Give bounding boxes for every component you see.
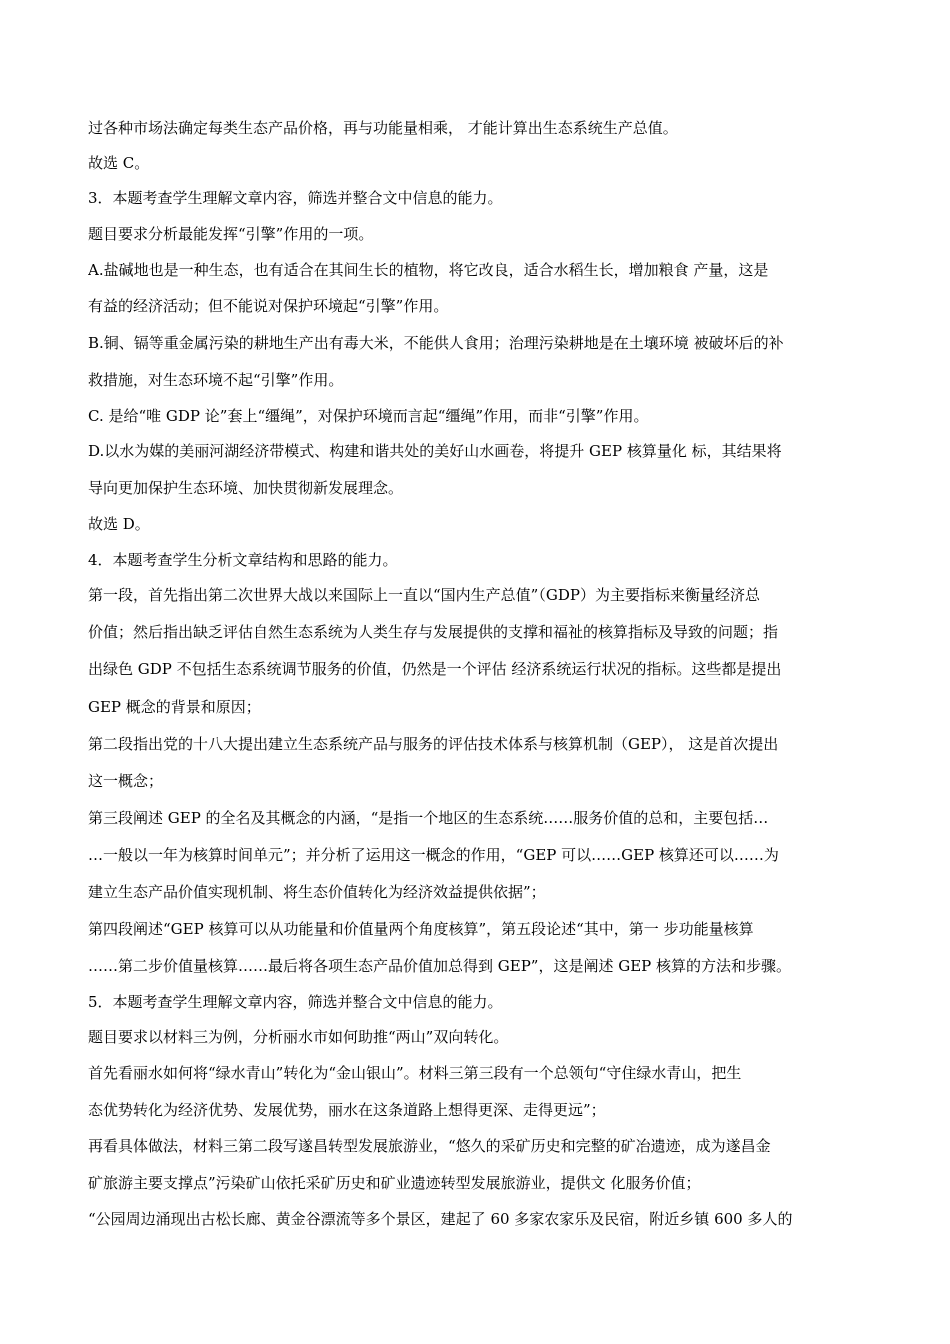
text-line: 出绿色 GDP 不包括生态系统调节服务的价值，仍然是一个评估 经济系统运行状况的指标。这些都是提出	[88, 660, 782, 678]
text-line: ……第二步价值量核算……最后将各项生态产品价值加总得到 GEP”，这是阐述 GEP 核算的方法和步骤。	[88, 957, 792, 975]
text-line: 导向更加保护生态环境、加快贯彻新发展理念。	[88, 479, 404, 497]
text-line: C. 是给“唯 GDP 论”套上“缰绳”，对保护环境而言起“缰绳”作用，而非“引擎”作用。	[88, 407, 649, 425]
text-line: A.盐碱地也是一种生态，也有适合在其间生长的植物，将它改良，适合水稻生长，增加粮食 产量，这是	[88, 261, 769, 279]
text-line: 救措施，对生态环境不起“引擎”作用。	[88, 371, 344, 389]
text-line: 建立生态产品价值实现机制、将生态价值转化为经济效益提供依据”；	[88, 883, 546, 901]
text-line: 题目要求以材料三为例，分析丽水市如何助推“两山”双向转化。	[88, 1028, 509, 1046]
text-line: 题目要求分析最能发挥“引擎”作用的一项。	[88, 225, 374, 243]
text-line: 再看具体做法，材料三第二段写遂昌转型发展旅游业，“悠久的采矿历史和完整的矿冶遗迹，成为遂昌金	[88, 1137, 771, 1155]
text-line: 第二段指出党的十八大提出建立生态系统产品与服务的评估技术体系与核算机制（GEP）， 这是首次提出	[88, 735, 779, 753]
text-line: 这一概念；	[88, 772, 164, 790]
text-line: 5．本题考查学生理解文章内容，筛选并整合文中信息的能力。	[88, 993, 503, 1011]
text-line: 过各种市场法确定每类生态产品价格，再与功能量相乘， 才能计算出生态系统生产总值。	[88, 119, 678, 137]
text-line: 4．本题考查学生分析文章结构和思路的能力。	[88, 551, 398, 569]
text-line: GEP 概念的背景和原因；	[88, 698, 261, 716]
text-line: “公园周边涌现出古松长廊、黄金谷漂流等多个景区，建起了 60 多家农家乐及民宿，附近乡镇 600 多人的	[88, 1210, 793, 1228]
text-line: 第一段，首先指出第二次世界大战以来国际上一直以“国内生产总值”（GDP）为主要指标来衡量经济总	[88, 586, 760, 604]
text-line: …一般以一年为核算时间单元”；并分析了运用这一概念的作用，“GEP 可以……GEP 核算还可以……为	[88, 846, 779, 864]
text-line: 第四段阐述“GEP 核算可以从功能量和价值量两个角度核算”，第五段论述“其中，第一 步功能量核算	[88, 920, 754, 938]
text-line: B.铜、镉等重金属污染的耕地生产出有毒大米，不能供人食用；治理污染耕地是在土壤环境 被破坏后的补	[88, 334, 784, 352]
text-line: 首先看丽水如何将“绿水青山”转化为“金山银山”。材料三第三段有一个总领句“守住绿水青山，把生	[88, 1064, 742, 1082]
text-line: 矿旅游主要支撑点”污染矿山依托采矿历史和矿业遗迹转型发展旅游业，提供文 化服务价值；	[88, 1174, 701, 1192]
text-line: D.以水为媒的美丽河湖经济带模式、构建和谐共处的美好山水画卷，将提升 GEP 核算量化 标，其结果将	[88, 442, 782, 460]
text-line: 故选 D。	[88, 515, 150, 533]
text-line: 第三段阐述 GEP 的全名及其概念的内涵，“是指一个地区的生态系统……服务价值的总和，主要包括…	[88, 809, 769, 827]
text-line: 价值；然后指出缺乏评估自然生态系统为人类生存与发展提供的支撑和福祉的核算指标及导致的问题；指	[88, 623, 779, 641]
text-line: 故选 C。	[88, 154, 150, 172]
text-line: 有益的经济活动；但不能说对保护环境起“引擎”作用。	[88, 297, 449, 315]
text-line: 态优势转化为经济优势、发展优势，丽水在这条道路上想得更深、走得更远”；	[88, 1101, 606, 1119]
text-line: 3．本题考查学生理解文章内容，筛选并整合文中信息的能力。	[88, 189, 503, 207]
